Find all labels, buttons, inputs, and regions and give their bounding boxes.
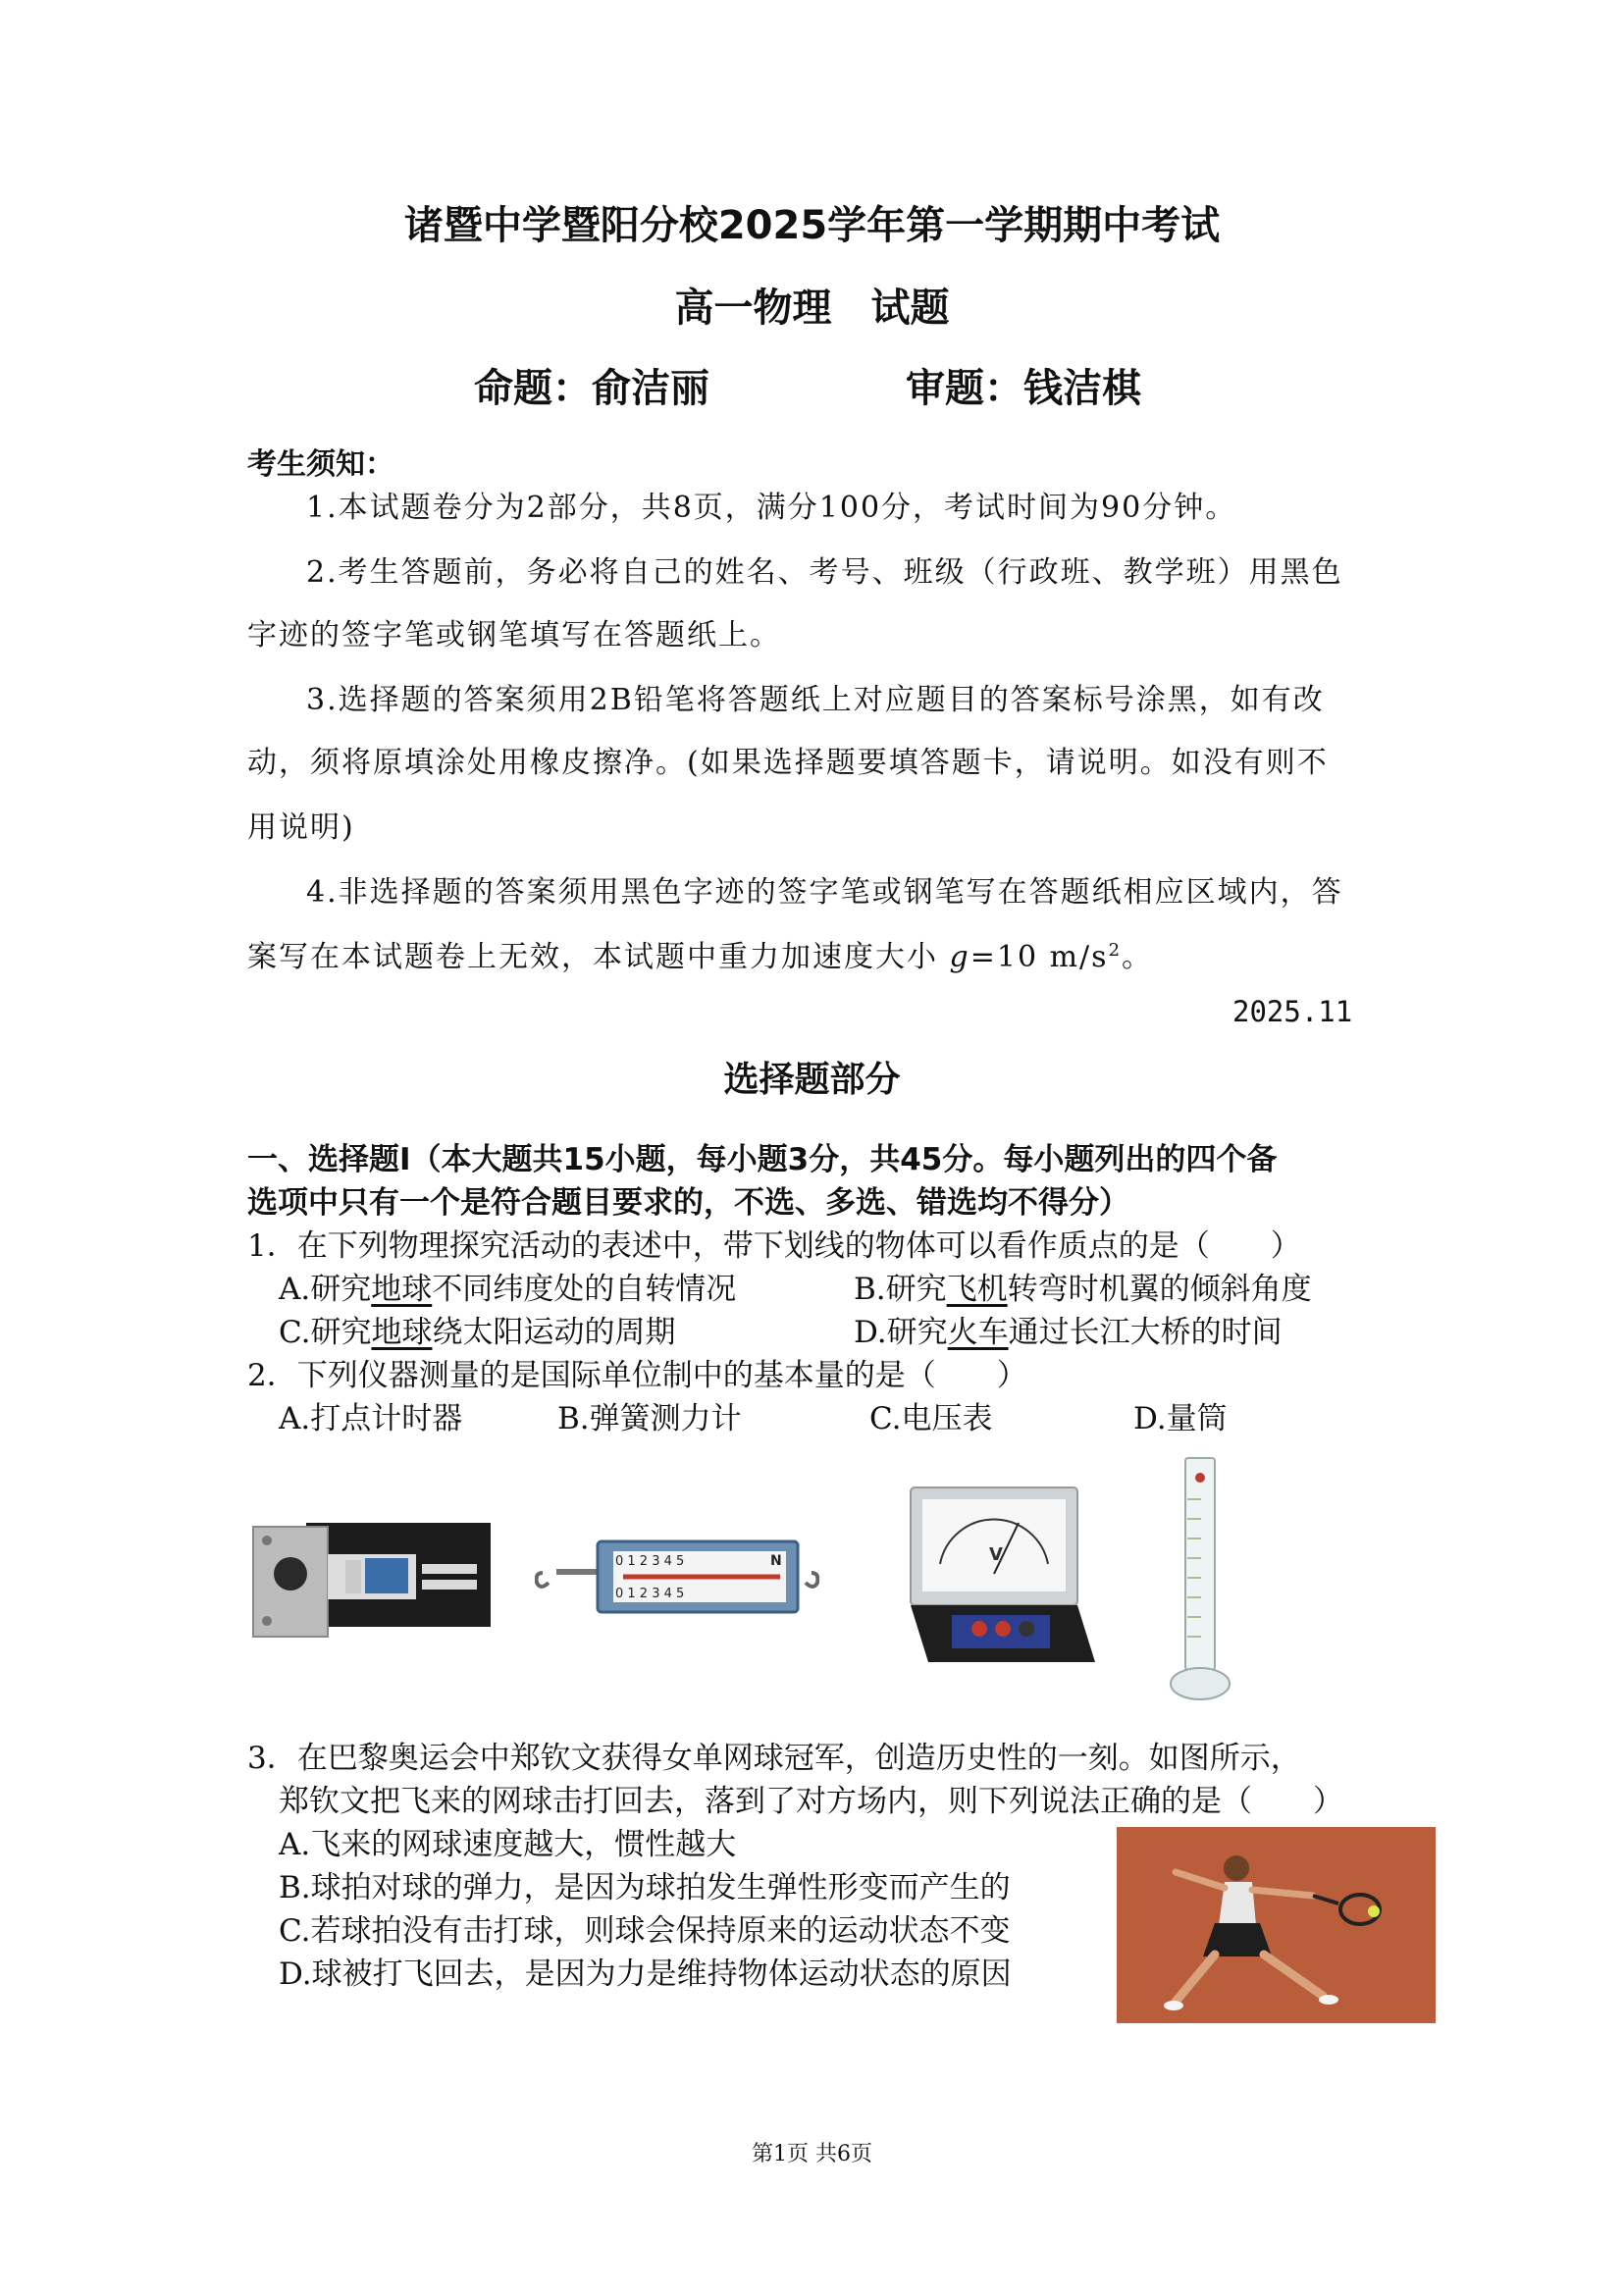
notice-item-1: 1.本试题卷分为2部分，共8页，满分100分，考试时间为90分钟。 bbox=[306, 491, 1237, 525]
voltmeter-unit: V bbox=[989, 1544, 1003, 1565]
notice-item-4-end: 。 bbox=[1122, 940, 1154, 974]
q3-option-d: D.球被打飞回去，是因为力是维持物体运动状态的原因 bbox=[279, 1956, 1012, 1992]
graduated-cylinder-image bbox=[1158, 1452, 1241, 1709]
exam-title: 诸暨中学暨阳分校2025学年第一学期期中考试 bbox=[403, 203, 1221, 248]
q1-d-post: 通过长江大桥的时间 bbox=[1008, 1315, 1283, 1350]
q1-option-a bbox=[279, 1264, 736, 1308]
notice-item-2-line-1: 2.考生答题前，务必将自己的姓名、考号、班级（行政班、教学班）用黑色 bbox=[306, 555, 1343, 590]
q1-option-c bbox=[279, 1307, 675, 1351]
q1-stem: 1．在下列物理探究活动的表述中，带下划线的物体可以看作质点的是（ ） bbox=[247, 1228, 1301, 1264]
q3-option-b: B.球拍对球的弹力，是因为球拍发生弹性形变而产生的 bbox=[279, 1870, 1011, 1905]
q1-option-d bbox=[854, 1307, 1283, 1351]
q2-stem: 2．下列仪器测量的是国际单位制中的基本量的是（ ） bbox=[247, 1358, 1027, 1393]
part-heading-line-2: 选项中只有一个是符合题目要求的，不选、多选、错选均不得分） bbox=[247, 1185, 1129, 1221]
voltmeter-image bbox=[901, 1480, 1097, 1681]
notice-item-3-line-3: 用说明) bbox=[247, 810, 355, 845]
q1-b-object: 飞机 bbox=[946, 1272, 1008, 1307]
q3-stem-line-2: 郑钦文把飞来的网球击打回去，落到了对方场内，则下列说法正确的是（ ） bbox=[279, 1784, 1343, 1819]
q2-option-c: C.电压表 bbox=[869, 1401, 993, 1436]
notice-heading: 考生须知： bbox=[247, 447, 394, 482]
gravity-exponent: 2 bbox=[1108, 940, 1123, 961]
q1-c-pre: C.研究 bbox=[279, 1315, 372, 1350]
gravity-value: =10 m/s bbox=[969, 940, 1109, 974]
q3-option-a: A.飞来的网球速度越大，惯性越大 bbox=[279, 1827, 737, 1862]
q3-option-c: C.若球拍没有击打球，则球会保持原来的运动状态不变 bbox=[279, 1913, 1011, 1949]
notice-item-4-line-2 bbox=[247, 932, 1153, 975]
notice-item-4-text: 案写在本试题卷上无效，本试题中重力加速度大小 bbox=[247, 940, 950, 974]
q2-option-d: D.量筒 bbox=[1133, 1401, 1228, 1436]
spring-scale-unit: N bbox=[770, 1553, 782, 1569]
gravity-symbol: g bbox=[949, 940, 970, 974]
q1-a-object: 地球 bbox=[371, 1272, 433, 1307]
spring-scale-numbers-bottom: 0 1 2 3 4 5 bbox=[615, 1587, 685, 1601]
ticker-timer-image bbox=[247, 1511, 493, 1643]
tennis-player-image bbox=[1117, 1827, 1436, 2023]
q2-option-b: B.弹簧测力计 bbox=[557, 1401, 742, 1436]
exam-date: 2025.11 bbox=[1232, 995, 1353, 1028]
q1-a-pre: A.研究 bbox=[279, 1272, 372, 1307]
q1-a-post: 不同纬度处的自转情况 bbox=[432, 1272, 737, 1307]
notice-item-2-line-2: 字迹的签字笔或钢笔填写在答题纸上。 bbox=[247, 618, 781, 652]
exam-reviewer: 审题：钱洁棋 bbox=[906, 366, 1141, 411]
q1-b-post: 转弯时机翼的倾斜角度 bbox=[1007, 1272, 1312, 1307]
exam-author: 命题：俞洁丽 bbox=[474, 366, 709, 411]
spring-scale-numbers-top: 0 1 2 3 4 5 bbox=[615, 1554, 685, 1569]
section-title: 选择题部分 bbox=[723, 1060, 901, 1100]
part-heading-line-1: 一、选择题Ⅰ（本大题共15小题，每小题3分，共45分。每小题列出的四个备 bbox=[247, 1142, 1278, 1177]
q1-option-b bbox=[854, 1264, 1312, 1308]
page-number: 第1页 共6页 bbox=[752, 2142, 872, 2166]
q2-option-a: A.打点计时器 bbox=[279, 1401, 463, 1436]
q1-d-pre: D.研究 bbox=[854, 1315, 948, 1350]
q1-c-object: 地球 bbox=[371, 1315, 433, 1350]
notice-item-3-line-1: 3.选择题的答案须用2B铅笔将答题纸上对应题目的答案标号涂黑，如有改 bbox=[306, 683, 1325, 717]
q1-c-post: 绕太阳运动的周期 bbox=[432, 1315, 676, 1350]
q1-b-pre: B.研究 bbox=[854, 1272, 947, 1307]
exam-subtitle: 高一物理 试题 bbox=[674, 286, 950, 331]
notice-item-4-line-1: 4.非选择题的答案须用黑色字迹的签字笔或钢笔写在答题纸相应区域内，答 bbox=[306, 875, 1343, 910]
q3-stem-line-1: 3．在巴黎奥运会中郑钦文获得女单网球冠军，创造历史性的一刻。如图所示， bbox=[247, 1741, 1301, 1776]
q1-d-object: 火车 bbox=[947, 1315, 1009, 1350]
spring-scale-image bbox=[535, 1536, 819, 1619]
notice-item-3-line-2: 动，须将原填涂处用橡皮擦净。(如果选择题要填答题卡，请说明。如没有则不 bbox=[247, 746, 1329, 780]
